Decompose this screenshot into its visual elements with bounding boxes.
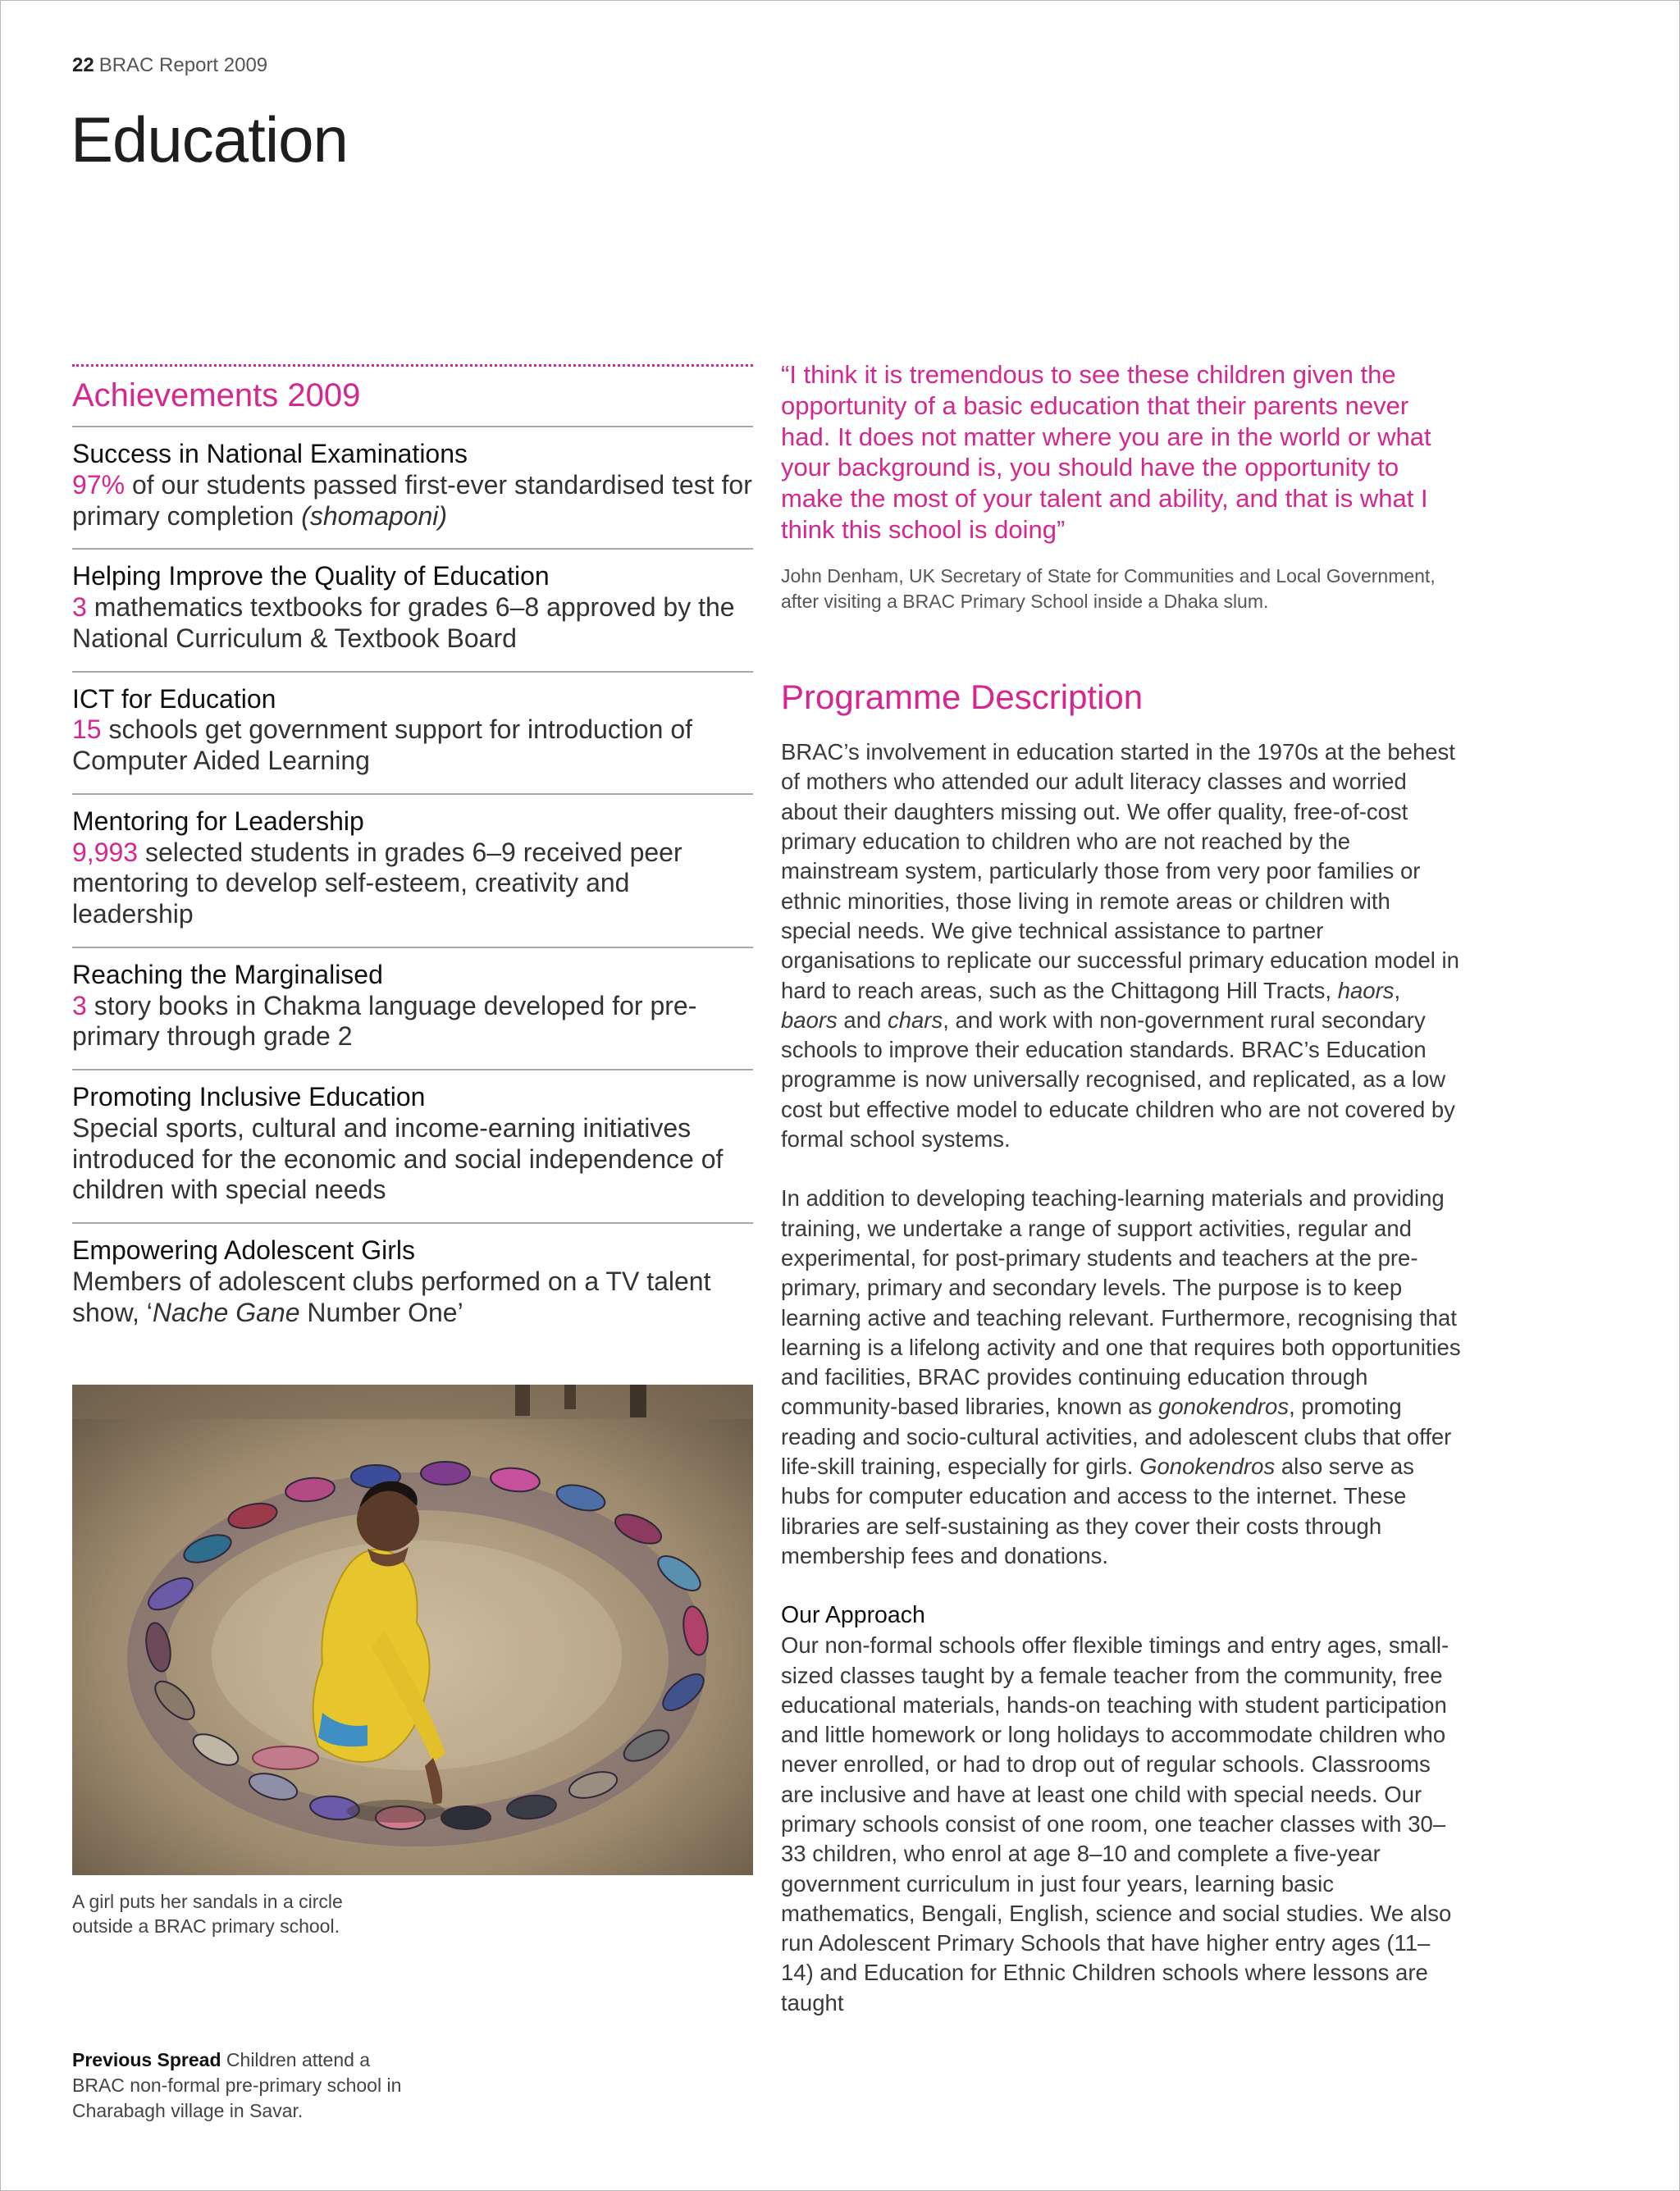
achievement-figure: 3 [72, 592, 87, 622]
previous-spread-label: Previous Spread [72, 2049, 221, 2070]
section-title: Education [71, 103, 348, 176]
achievement-title: Promoting Inclusive Education [72, 1082, 426, 1111]
achievement-text: 3 story books in Chakma language developed for pre-primary through grade 2 [72, 990, 697, 1052]
achievement-item [72, 793, 753, 947]
achievement-figure: 15 [72, 714, 102, 745]
achievement-item [72, 1069, 753, 1222]
achievement-text: 15 schools get government support for introduction of Computer Aided Learning [72, 714, 692, 775]
programme-heading: Programme Description [781, 677, 1144, 716]
approach-paragraph: Our non-formal schools offer flexible timings and entry ages, small-sized classes taught by a female teacher from the community, free educational materials, hands-on teaching with student participation and little homework or long holidays to accommodate children who never enrolled, or had to drop out of regular schools. Classrooms are inclusive and have at least one child with special needs. Our primary schools consist of one room, one teacher classes with 30–33 children, who enrol at age 8–10 and complete a five-year government curriculum in just four years, learning basic mathematics, Bengali, English, science and social studies. We also run Adolescent Primary Schools that have higher entry ages (11–14) and Education for Ethnic Children schools where lessons are taught [781, 1632, 1452, 2015]
achievements-panel [72, 364, 753, 1344]
achievement-item [72, 671, 753, 793]
achievement-figure: 3 [72, 990, 87, 1020]
achievement-title: Mentoring for Leadership [72, 806, 364, 836]
achievement-title: Helping Improve the Quality of Education [72, 561, 550, 591]
achievement-item [72, 1222, 753, 1344]
achievement-title: Success in National Examinations [72, 439, 468, 468]
paragraph-spacer [781, 1154, 1462, 1184]
programme-paragraph: In addition to developing teaching-learning materials and providing training, we undertake a range of support activities, regular and experimental, for post-primary students and teachers at the pre-primary, primary and secondary levels. The purpose is to keep learning active and teaching relevant. Furthermore, recognising that learning is a lifelong activity and one that requires both opportunities and facilities, BRAC provides continuing education through community-based libraries, known as gonokendros, promoting reading and socio-cultural activities, and adolescent clubs that offer life-skill training, especially for girls. Gonokendros also serve as hubs for computer education and access to the internet. These libraries are self-sustaining as they cover their costs through membership fees and donations. [781, 1185, 1461, 1568]
achievement-item [72, 947, 753, 1069]
achievement-text: 3 mathematics textbooks for grades 6–8 approved by the National Curriculum & Textbook Board [72, 592, 735, 653]
report-title: BRAC Report 2009 [98, 54, 268, 76]
previous-spread-text: Children attend a BRAC non-formal pre-primary school in Charabagh village in Savar. [72, 2049, 402, 2122]
approach-heading: Our Approach [781, 1602, 925, 1629]
achievement-title: Empowering Adolescent Girls [72, 1235, 415, 1265]
achievement-title: Reaching the Marginalised [72, 959, 383, 989]
photo-illustration [72, 1385, 753, 1875]
achievement-item [72, 548, 753, 670]
girl-sandals-photo [72, 1385, 753, 1875]
paragraph-spacer [781, 1571, 1462, 1600]
page-number: 22 [72, 54, 94, 76]
achievement-text: Special sports, cultural and income-earning initiatives introduced for the economic and social independence of children with special needs [72, 1112, 724, 1205]
achievement-figure: 9,993 [72, 837, 139, 867]
achievement-item [72, 426, 753, 548]
achievement-figure: 97% [72, 469, 126, 500]
achievements-heading: Achievements 2009 [72, 377, 361, 413]
previous-spread-note [72, 2047, 417, 2124]
quote-attribution: John Denham, UK Secretary of State for Communities and Local Government, after visiting a BRAC Primary School inside a Dhaka slum. [781, 564, 1436, 612]
running-header [72, 54, 267, 77]
photo-caption: A girl puts her sandals in a circle outside a BRAC primary school. [72, 1891, 343, 1937]
achievement-text: 9,993 selected students in grades 6–9 received peer mentoring to develop self-esteem, creativity and leadership [72, 837, 682, 929]
achievement-text: Members of adolescent clubs performed on a TV talent show, ‘Nache Gane Number One’ [72, 1266, 711, 1327]
programme-paragraph: BRAC’s involvement in education started in the 1970s at the behest of mothers who attended our adult literacy classes and worried about their daughters missing out. We offer quality, free-of-cost primary education to children who are not reached by the mainstream system, particularly those from very poor families or ethnic minorities, those living in remote areas or children with special needs. We give technical assistance to partner organisations to replicate our successful primary education model in hard to reach areas, such as the Chittagong Hill Tracts, haors, baors and chars, and work with non-government rural secondary schools to improve their education standards. BRAC’s Education programme is now universally recognised, and replicated, as a low cost but effective model to educate children who are not covered by formal school systems. [781, 739, 1459, 1153]
pull-quote: “I think it is tremendous to see these children given the opportunity of a basic education that their parents never had. It does not matter where you are in the world or what your background is, you should have the opportunity to make the most of your talent and ability, and that is what I think this school is doing” [781, 360, 1431, 545]
achievement-text: 97% of our students passed first-ever standardised test for primary completion (shomaponi) [72, 469, 752, 531]
programme-panel [781, 359, 1462, 2018]
achievement-title: ICT for Education [72, 683, 276, 714]
